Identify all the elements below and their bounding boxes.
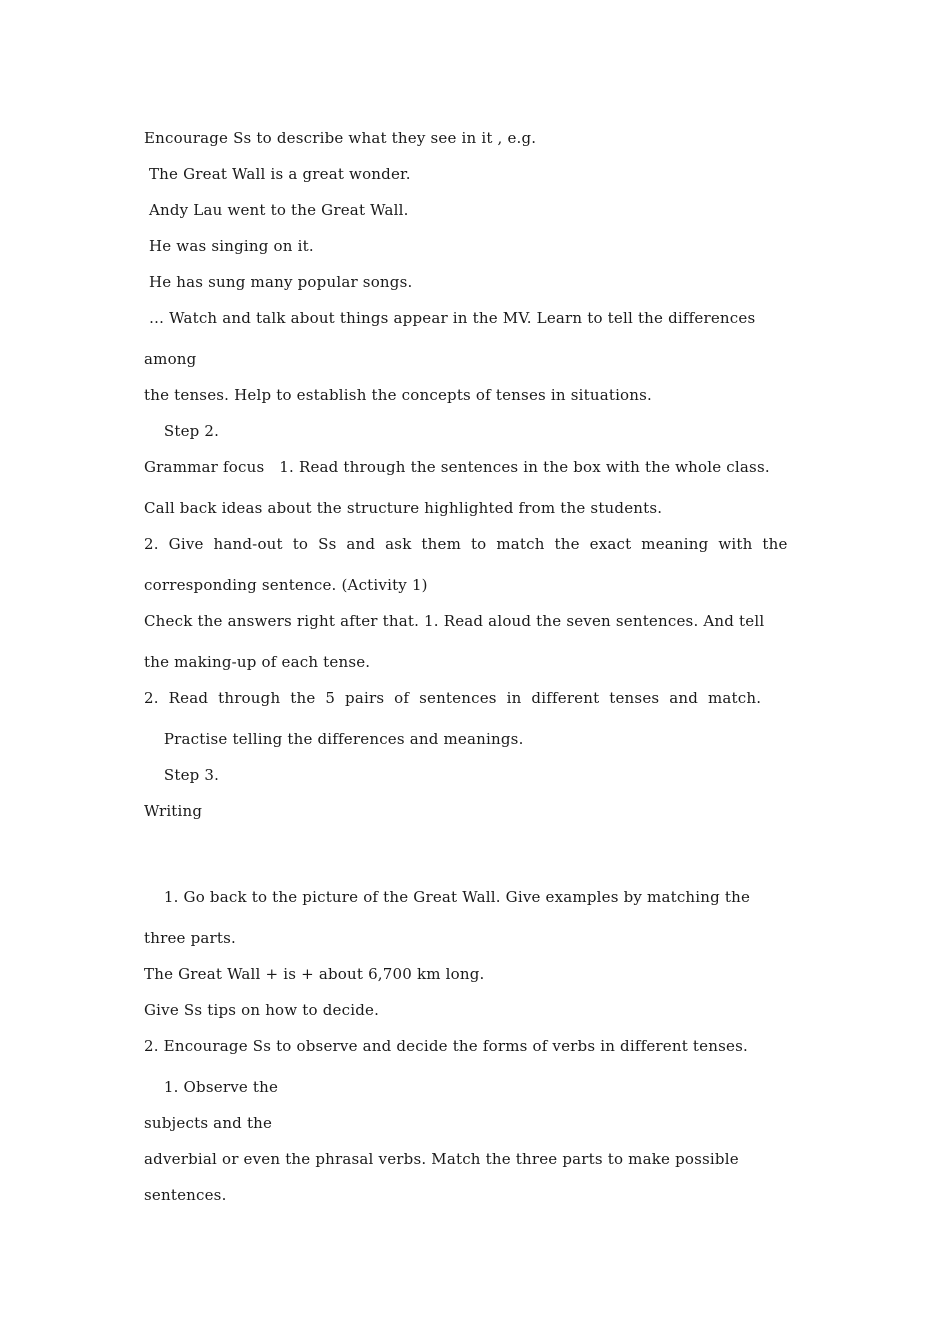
text-line: subjects and the [144,1114,273,1132]
text-line: among [144,350,197,368]
text-line: He has sung many popular songs. [144,273,413,291]
text-line: 2. Give hand-out to Ss and ask them to match the exact meaning with the [144,535,788,553]
text-line: Practise telling the differences and meanings. [144,730,524,748]
text-line: He was singing on it. [144,237,314,255]
text-line: corresponding sentence. (Activity 1) [144,576,428,594]
section-label: Writing [144,802,203,820]
text-line: Encourage Ss to describe what they see in it , e.g. [144,129,537,147]
text-line: the making-up of each tense. [144,653,371,671]
text-line: Give Ss tips on how to decide. [144,1001,380,1019]
text-line: The Great Wall + is + about 6,700 km long. [144,965,485,983]
text-line: Check the answers right after that. 1. Read aloud the seven sentences. And tell [144,612,765,630]
text-line: 2. Read through the 5 pairs of sentences in different tenses and match. [144,689,762,707]
text-line: three parts. [144,929,236,947]
text-line: the tenses. Help to establish the concepts of tenses in situations. [144,386,653,404]
text-line: … Watch and talk about things appear in the MV. Learn to tell the differences [144,309,756,327]
text-line: Andy Lau went to the Great Wall. [144,201,409,219]
step-heading: Step 2. [144,422,220,440]
text-line: adverbial or even the phrasal verbs. Match the three parts to make possible [144,1150,739,1168]
step-heading: Step 3. [144,766,220,784]
text-line: The Great Wall is a great wonder. [144,165,411,183]
text-line: sentences. [144,1186,227,1204]
text-line: Call back ideas about the structure highlighted from the students. [144,499,663,517]
text-line: Grammar focus 1. Read through the sentences in the box with the whole class. [144,458,770,476]
text-line: 1. Observe the [144,1078,279,1096]
text-line: 1. Go back to the picture of the Great Wall. Give examples by matching the [144,888,751,906]
text-line: 2. Encourage Ss to observe and decide the forms of verbs in different tenses. [144,1037,748,1055]
